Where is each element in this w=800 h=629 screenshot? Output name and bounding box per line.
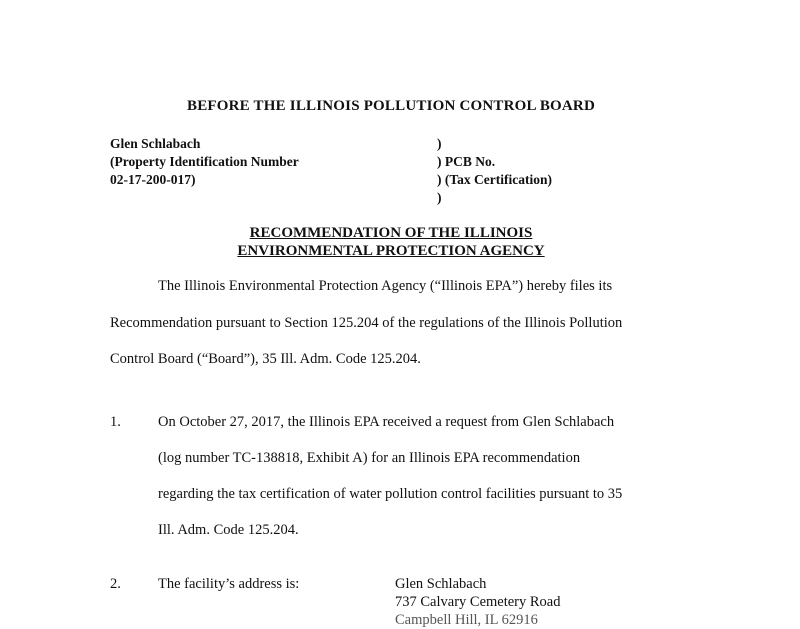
item-1-line-2: (log number TC-138818, Exhibit A) for an Illinois EPA recommendation: [158, 450, 581, 466]
property-id-label: (Property Identification Number: [110, 154, 299, 169]
caption-bracket: ): [437, 190, 442, 205]
address-line-2: 737 Calvary Cemetery Road: [395, 594, 561, 610]
document-heading: BEFORE THE ILLINOIS POLLUTION CONTROL BOARD: [187, 98, 595, 114]
petitioner-name: Glen Schlabach: [110, 136, 201, 151]
facility-address-label: The facility’s address is:: [158, 576, 300, 592]
item-1-line-4: Ill. Adm. Code 125.204.: [158, 522, 299, 538]
recommendation-title-line1: RECOMMENDATION OF THE ILLINOIS: [249, 225, 533, 241]
pcb-number-label: ) PCB No.: [437, 154, 496, 169]
caption-bracket: ): [437, 136, 442, 151]
property-id-number: 02-17-200-017): [110, 172, 196, 187]
recommendation-title-line2: ENVIRONMENTAL PROTECTION AGENCY: [237, 243, 545, 259]
intro-line-2: Recommendation pursuant to Section 125.204 of the regulations of the Illinois Pollution: [110, 315, 623, 331]
intro-line-3: Control Board (“Board”), 35 Ill. Adm. Code 125.204.: [110, 351, 421, 367]
case-type-label: ) (Tax Certification): [437, 172, 552, 187]
intro-line-1: The Illinois Environmental Protection Agency (“Illinois EPA”) hereby files its: [158, 278, 613, 294]
address-line-1: Glen Schlabach: [395, 576, 487, 592]
item-number: 2.: [110, 576, 121, 592]
item-1-line-3: regarding the tax certification of water pollution control facilities pursuant to 35: [158, 486, 623, 502]
address-line-3: Campbell Hill, IL 62916: [395, 612, 538, 628]
item-number: 1.: [110, 414, 121, 430]
item-1-line-1: On October 27, 2017, the Illinois EPA received a request from Glen Schlabach: [158, 414, 615, 430]
